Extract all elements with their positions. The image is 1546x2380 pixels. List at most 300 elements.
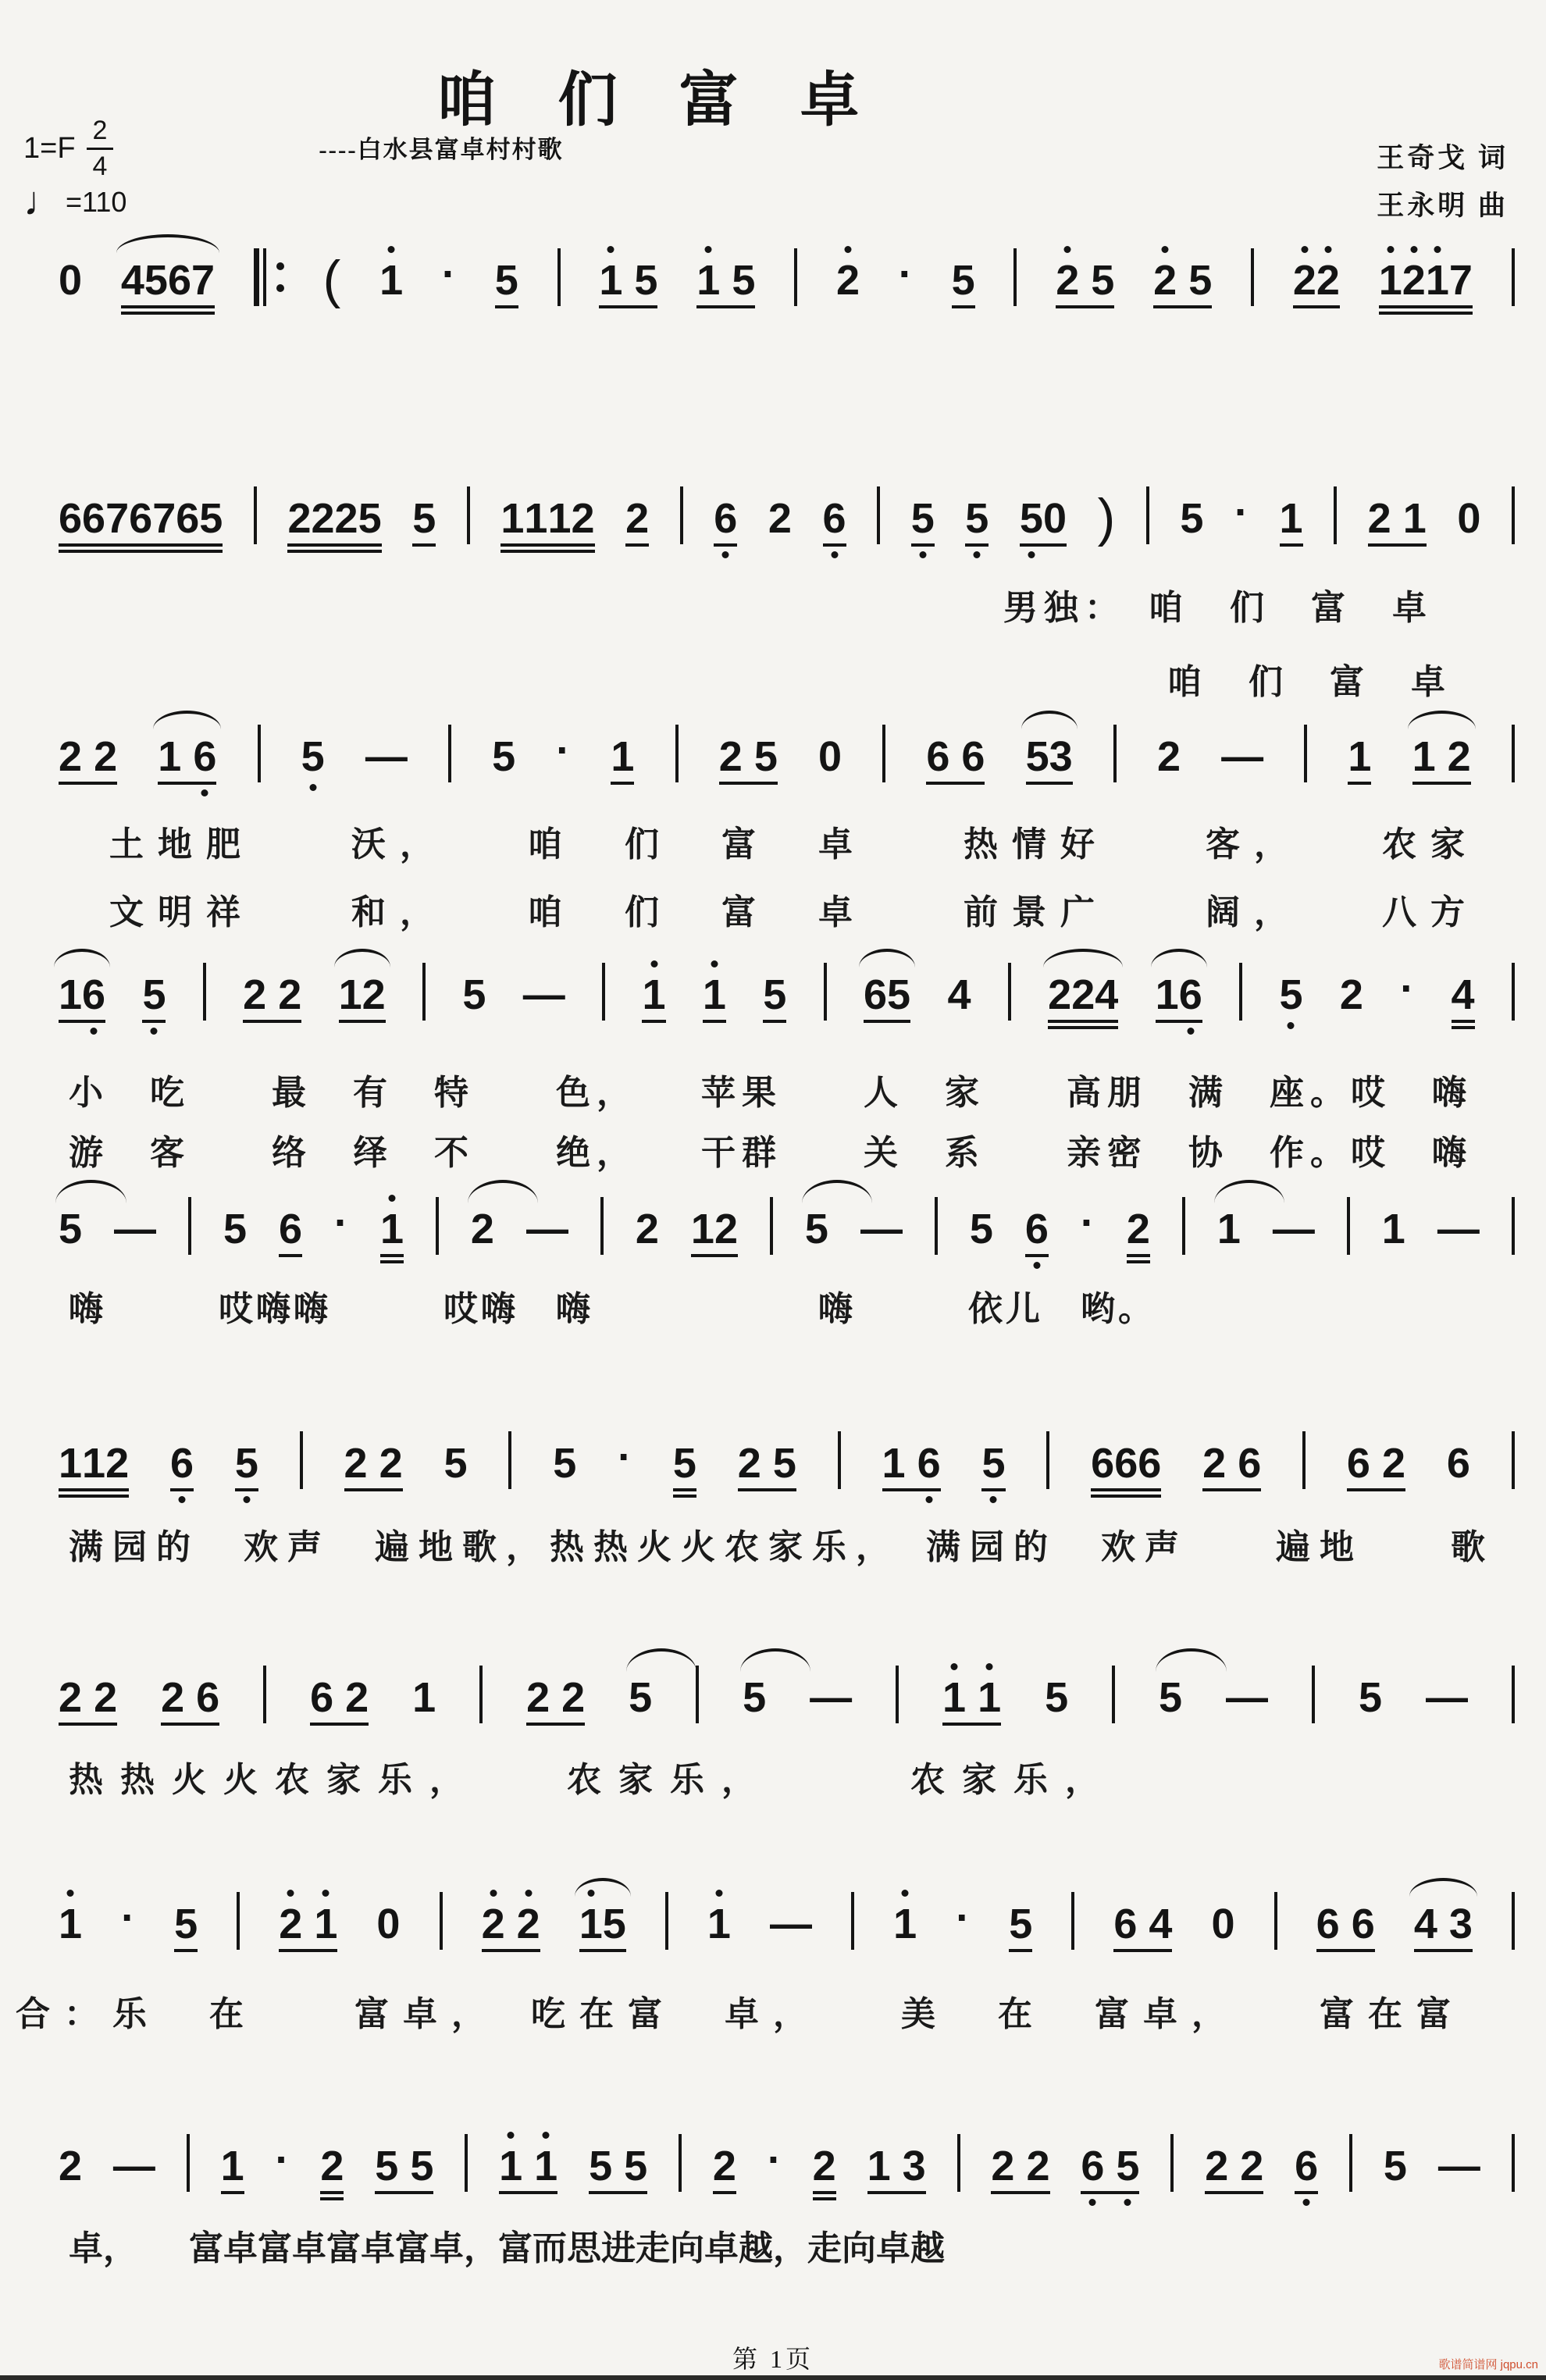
tempo-marking [23, 179, 127, 225]
octave-dot-high [986, 1663, 993, 1670]
octave-dot-high [650, 960, 657, 967]
duration-underline [279, 1254, 302, 1257]
barline [479, 1666, 483, 1723]
note-group: 1 5 [599, 259, 657, 301]
note-group: 2 [471, 1208, 494, 1250]
duration-underline [121, 312, 215, 315]
duration-underline [59, 782, 117, 785]
note-group: 2 [713, 2145, 736, 2187]
barline [957, 2134, 960, 2192]
slur-arc [626, 1648, 696, 1672]
duration-underline [1379, 312, 1473, 315]
duration-underline [1091, 1488, 1161, 1491]
duration-underline [279, 1949, 337, 1952]
note-group: 5 [495, 259, 518, 301]
octave-dot-high [508, 2132, 515, 2139]
tempo-value: =110 [66, 186, 127, 218]
note-group: 1 [707, 1903, 731, 1945]
barline [1008, 963, 1011, 1021]
note-group: 5 [553, 1440, 577, 1487]
octave-dot-low [722, 551, 729, 558]
duration-underline [310, 1723, 369, 1726]
barline [1071, 1892, 1074, 1950]
duration-underline [287, 543, 381, 547]
octave-dot-high [715, 1890, 722, 1897]
note-group: 6 [714, 497, 737, 540]
barline [1304, 725, 1307, 782]
barline [1512, 2134, 1515, 2192]
note-group: 1 3 [867, 2145, 926, 2187]
octave-dot-high [67, 1890, 74, 1897]
octave-dot-low [1033, 1262, 1040, 1269]
duration-underline [696, 305, 755, 308]
barline [1512, 1666, 1515, 1723]
octave-dot-high [607, 246, 614, 253]
music-line-3 [59, 725, 1515, 778]
octave-dot-low [178, 1496, 185, 1503]
duration-underline [380, 1260, 404, 1263]
duration-underline [121, 305, 215, 308]
dot-after-note: · [121, 1894, 136, 1941]
note-group: 5 [763, 974, 786, 1016]
octave-dot-low [91, 1028, 98, 1035]
duration-underline [625, 543, 649, 547]
slur-arc [1156, 1648, 1226, 1672]
music-line-6 [59, 1431, 1515, 1487]
barline [465, 2134, 468, 2192]
barline [1112, 1666, 1115, 1723]
duration-underline [1347, 1488, 1405, 1491]
note-group: 0 [376, 1901, 401, 1947]
dot-after-note: · [275, 2136, 290, 2183]
music-line-5 [59, 1197, 1515, 1250]
duration-underline [1412, 782, 1471, 785]
note-group: 5 [492, 733, 516, 780]
duration-underline [713, 2191, 736, 2194]
note-group: 1 [1280, 497, 1303, 540]
slur-arc [1409, 1878, 1477, 1897]
music-line-8 [59, 1892, 1515, 1945]
barline [1113, 725, 1117, 782]
octave-dot-low [1187, 1028, 1194, 1035]
note-group: 1 [379, 259, 403, 301]
note-group: 2 2 [991, 2145, 1049, 2187]
music-line-4 [59, 963, 1515, 1016]
music-line-9 [59, 2134, 1515, 2187]
note-group: 1 1 [499, 2145, 557, 2187]
slur-arc [334, 949, 390, 967]
octave-dot-high [287, 1890, 294, 1897]
note-group: 2 [1127, 1208, 1150, 1250]
duration-underline [813, 2191, 836, 2194]
note-group: 5 [1009, 1903, 1032, 1945]
duration-underline [738, 1488, 796, 1491]
duration-underline [763, 1020, 786, 1023]
note-group: 2 1 [1368, 497, 1427, 540]
barline [794, 248, 797, 306]
note-group: 1 [221, 2145, 244, 2187]
key-label: 1=F [23, 132, 76, 166]
note-group: 5 [462, 971, 486, 1018]
duration-underline [221, 2191, 244, 2194]
barline [896, 1666, 899, 1723]
octave-dot-low [1288, 1022, 1295, 1029]
dot-after-note: · [333, 1199, 348, 1246]
octave-dot-low [1124, 2199, 1131, 2206]
octave-dot-high [951, 1663, 958, 1670]
note-group: 1 5 [696, 259, 755, 301]
octave-dot-high [1162, 246, 1169, 253]
duration-underline [158, 782, 216, 785]
dash-extension: — [112, 2143, 155, 2189]
note-group: 112 [59, 1442, 129, 1484]
duration-underline [719, 782, 778, 785]
note-group: 5 [673, 1442, 696, 1484]
note-group: 666 [1091, 1442, 1161, 1484]
note-group: 6 [170, 1442, 194, 1484]
slur-arc [859, 949, 915, 967]
note-group: 2 [625, 497, 649, 540]
slur-arc [54, 949, 110, 967]
octave-dot-low [243, 1496, 250, 1503]
duration-underline [1026, 782, 1073, 785]
barline [680, 486, 683, 544]
barline [557, 248, 561, 306]
dot-after-note: · [1234, 489, 1249, 536]
note-group: 16 [59, 974, 105, 1016]
lyric-line-6: 游 客 络 绎 不 绝， 干群 关 系 亲密 协 作。哎 嗨 [69, 1134, 1473, 1172]
duration-underline [691, 1254, 738, 1257]
lyric-line-7: 嗨 哎嗨嗨 哎嗨 嗨 嗨 依儿 哟。 [69, 1290, 1156, 1328]
dash-extension: — [770, 1901, 812, 1947]
duration-underline [673, 1488, 696, 1491]
barline [1512, 248, 1515, 306]
octave-dot-high [844, 246, 851, 253]
lyricist-credit: 王奇戈 词 [1377, 143, 1509, 173]
barline [1170, 2134, 1174, 2192]
duration-underline [170, 1488, 194, 1491]
note-group: 6 [279, 1208, 302, 1250]
dot-after-note: · [1400, 965, 1415, 1012]
note-group: 1 2 [1412, 736, 1471, 778]
duration-underline [589, 2191, 647, 2194]
octave-dot-high [543, 2132, 550, 2139]
note-group: 5 [1383, 2143, 1407, 2189]
note-group: 5 [235, 1442, 258, 1484]
note-group: 4 [947, 971, 971, 1018]
note-group: 4567 [121, 259, 215, 301]
note-group: 4 3 [1414, 1903, 1473, 1945]
note-group: 5 [911, 497, 935, 540]
duration-underline [1025, 1254, 1049, 1257]
barline [1334, 486, 1337, 544]
duration-underline [911, 543, 935, 547]
duration-underline [579, 1949, 626, 1952]
note-group: 2 [813, 2145, 836, 2187]
octave-dot-high [322, 1890, 330, 1897]
barline [1512, 1431, 1515, 1489]
duration-underline [1127, 1260, 1150, 1263]
barline [877, 486, 880, 544]
note-group: 2 [320, 2145, 344, 2187]
note-group: 2 2 [1205, 2145, 1263, 2187]
composer-credit: 王永明 曲 [1377, 191, 1509, 222]
note-group: 1 [380, 1208, 404, 1250]
duration-underline [1280, 543, 1303, 547]
note-group: 2 5 [738, 1442, 796, 1484]
dash-extension: — [1437, 1206, 1480, 1252]
note-group: 1 [1217, 1208, 1241, 1250]
duration-underline [59, 543, 223, 547]
duration-underline [1414, 1949, 1473, 1952]
dash-extension: — [525, 1206, 568, 1252]
duration-underline [1452, 1020, 1475, 1023]
duration-underline [161, 1723, 219, 1726]
note-group: 2 [1156, 733, 1181, 780]
note-group: 6 [1295, 2145, 1318, 2187]
dash-extension: — [860, 1206, 903, 1252]
barline [1312, 1666, 1315, 1723]
lyric-line-9: 热热火火农家乐， 农家乐， 农家乐， [69, 1761, 1117, 1799]
duration-underline [412, 543, 436, 547]
duration-underline [952, 305, 975, 308]
note-group: 5 [1159, 1676, 1182, 1719]
barline [254, 486, 257, 544]
note-group: 6 2 [1347, 1442, 1405, 1484]
barline [508, 1431, 511, 1489]
note-group: 5 5 [375, 2145, 433, 2187]
barline [203, 963, 206, 1021]
note-group: 16 [1156, 974, 1202, 1016]
slur-arc [55, 1180, 126, 1203]
barline [258, 725, 261, 782]
duration-underline [642, 1020, 665, 1023]
dot-after-note: · [618, 1434, 632, 1480]
barline [467, 486, 470, 544]
slur-arc [468, 1180, 538, 1203]
note-group: 65 [864, 974, 910, 1016]
duration-underline [339, 1020, 386, 1023]
note-group: 5 0 [1020, 497, 1067, 540]
note-group: 6 [1446, 1440, 1470, 1487]
note-group: 12 [691, 1208, 738, 1250]
octave-dot-low [974, 551, 981, 558]
note-group: 5 [969, 1206, 993, 1252]
note-group: 2 6 [161, 1676, 219, 1719]
dot-after-note: · [556, 727, 571, 774]
note-group: 1 1 [942, 1676, 1001, 1719]
page-title: 咱 们 富 卓 [436, 67, 883, 134]
parenthesis-close: ) [1097, 488, 1116, 547]
note-group: 2 5 [719, 736, 778, 778]
lyric-line-5: 小 吃 最 有 特 色， 苹果 人 家 高朋 满 座。哎 嗨 [69, 1074, 1473, 1112]
page-number: 第 1页 [732, 2345, 814, 2373]
note-group: 1 [703, 974, 726, 1016]
duration-underline [965, 543, 989, 547]
duration-underline [320, 2191, 344, 2194]
duration-underline [981, 1488, 1005, 1491]
note-group: 1 6 [882, 1442, 941, 1484]
octave-dot-low [925, 1496, 932, 1503]
barline [187, 2134, 190, 2192]
music-line-7 [59, 1666, 1515, 1719]
barline [1274, 1892, 1277, 1950]
note-group: 2 5 [1056, 259, 1114, 301]
parenthesis-open: ( [322, 250, 341, 309]
barline [600, 1197, 604, 1255]
note-group: 5 [223, 1206, 247, 1252]
duration-underline [1127, 1254, 1150, 1257]
barline [237, 1892, 240, 1950]
note-group: 2 [1339, 971, 1363, 1018]
duration-underline [243, 1020, 301, 1023]
note-group: 224 [1048, 974, 1118, 1016]
duration-underline [142, 1020, 166, 1023]
dot-after-note: · [956, 1894, 971, 1941]
note-group: 1 [59, 1903, 82, 1945]
note-group: 5 [981, 1442, 1005, 1484]
note-group: 2 [836, 259, 860, 301]
slur-arc [575, 1878, 631, 1897]
note-group: 2 [59, 2143, 83, 2189]
lyric-line-3: 土地肥 沃， 咱 们 富 卓 热情好 客， 农家 [109, 825, 1479, 864]
octave-dot-high [1064, 246, 1071, 253]
octave-dot-low [309, 784, 316, 791]
octave-dot-low [831, 551, 838, 558]
note-group: 1112 [500, 497, 594, 540]
note-group: 0 [59, 257, 83, 304]
barline [300, 1431, 303, 1489]
octave-dot-high [490, 1890, 497, 1897]
note-group: 5 [1045, 1674, 1069, 1721]
dash-extension: — [114, 1206, 157, 1252]
note-group: 6676765 [59, 497, 223, 540]
duration-underline [882, 1488, 941, 1491]
octave-dot-high [1410, 246, 1417, 253]
octave-dot-high [525, 1890, 532, 1897]
barline [679, 2134, 682, 2192]
barline [1512, 1197, 1515, 1255]
duration-underline [1153, 305, 1212, 308]
note-group: 6 6 [926, 736, 985, 778]
slur-arc [1408, 711, 1476, 729]
duration-underline [1020, 543, 1067, 547]
dash-extension: — [365, 733, 408, 780]
note-group: 5 [174, 1903, 198, 1945]
note-group: 5 [743, 1676, 766, 1719]
duration-underline [174, 1949, 198, 1952]
note-group: 5 [1358, 1674, 1382, 1721]
octave-dot-low [990, 1496, 997, 1503]
duration-underline [1348, 782, 1371, 785]
music-line-2 [59, 486, 1515, 547]
time-signature [87, 116, 114, 182]
dash-extension: — [1221, 733, 1264, 780]
duration-underline [59, 1020, 105, 1023]
barline [1302, 1431, 1306, 1489]
barline [1046, 1431, 1049, 1489]
note-group: 2 2 [1293, 259, 1340, 301]
note-group: 5 [412, 497, 436, 540]
slur-arc [116, 234, 219, 253]
barline [1347, 1197, 1350, 1255]
dot-after-note: · [1080, 1199, 1095, 1246]
octave-dot-high [711, 960, 718, 967]
barline [1146, 486, 1149, 544]
octave-dot-high [1301, 246, 1308, 253]
barline [1512, 963, 1515, 1021]
dot-after-note: · [898, 251, 913, 298]
duration-underline [867, 2191, 926, 2194]
dash-extension: — [522, 971, 565, 1018]
octave-dot-high [705, 246, 712, 253]
subtitle: ----白水县富卓村村歌 [319, 136, 564, 163]
octave-dot-low [1028, 551, 1035, 558]
octave-dot-low [151, 1028, 158, 1035]
note-group: 2 2 [59, 736, 117, 778]
barline [422, 963, 426, 1021]
note-group: 5 [952, 259, 975, 301]
duration-underline [344, 1488, 403, 1491]
note-group: 2 6 [1202, 1442, 1261, 1484]
octave-dot-low [201, 789, 208, 796]
note-group: 5 5 [589, 2145, 647, 2187]
note-group: 1 [1381, 1206, 1405, 1252]
duration-underline [59, 1495, 129, 1498]
duration-underline [1316, 1949, 1375, 1952]
slur-arc [1043, 949, 1123, 967]
barline [882, 725, 885, 782]
duration-underline [703, 1020, 726, 1023]
note-group: 12 [339, 974, 386, 1016]
note-group: 2 [635, 1206, 659, 1252]
octave-dot-high [1324, 246, 1331, 253]
duration-underline [599, 305, 657, 308]
duration-underline [1091, 1495, 1161, 1498]
dot-after-note: · [767, 2136, 782, 2183]
duration-underline [380, 1254, 404, 1257]
note-group: 1 [611, 736, 634, 778]
lyric-line-4: 文明祥 和， 咱 们 富 卓 前景广 阔， 八方 [109, 893, 1479, 932]
credits [1377, 134, 1509, 230]
note-group: 5 [59, 1208, 82, 1250]
barline [851, 1892, 854, 1950]
note-group: 0 [1457, 495, 1481, 542]
duration-underline [1368, 543, 1427, 547]
duration-underline [1056, 305, 1114, 308]
duration-underline [482, 1949, 540, 1952]
barline [696, 1666, 699, 1723]
note-group: 2 2 [243, 974, 301, 1016]
note-group: 5 [629, 1676, 652, 1719]
note-group: 4 [1452, 974, 1475, 1016]
lyric-line-10: 合：乐 在 富卓， 吃在富 卓， 美 在 富卓， 富在富 [16, 1995, 1465, 2033]
note-group: 2225 [287, 497, 381, 540]
duration-underline [59, 1488, 129, 1491]
note-group: 5 [301, 736, 325, 778]
dash-extension: — [1437, 2143, 1480, 2189]
note-group: 2 2 [526, 1676, 585, 1719]
note-group: 6 [1025, 1208, 1049, 1250]
slur-arc [802, 1180, 872, 1203]
barline [602, 963, 605, 1021]
duration-underline [864, 1020, 910, 1023]
duration-underline [1205, 2191, 1263, 2194]
note-group: 2 2 [344, 1442, 403, 1484]
barline [1512, 1892, 1515, 1950]
barline [1512, 486, 1515, 544]
note-group: 5 [443, 1440, 468, 1487]
